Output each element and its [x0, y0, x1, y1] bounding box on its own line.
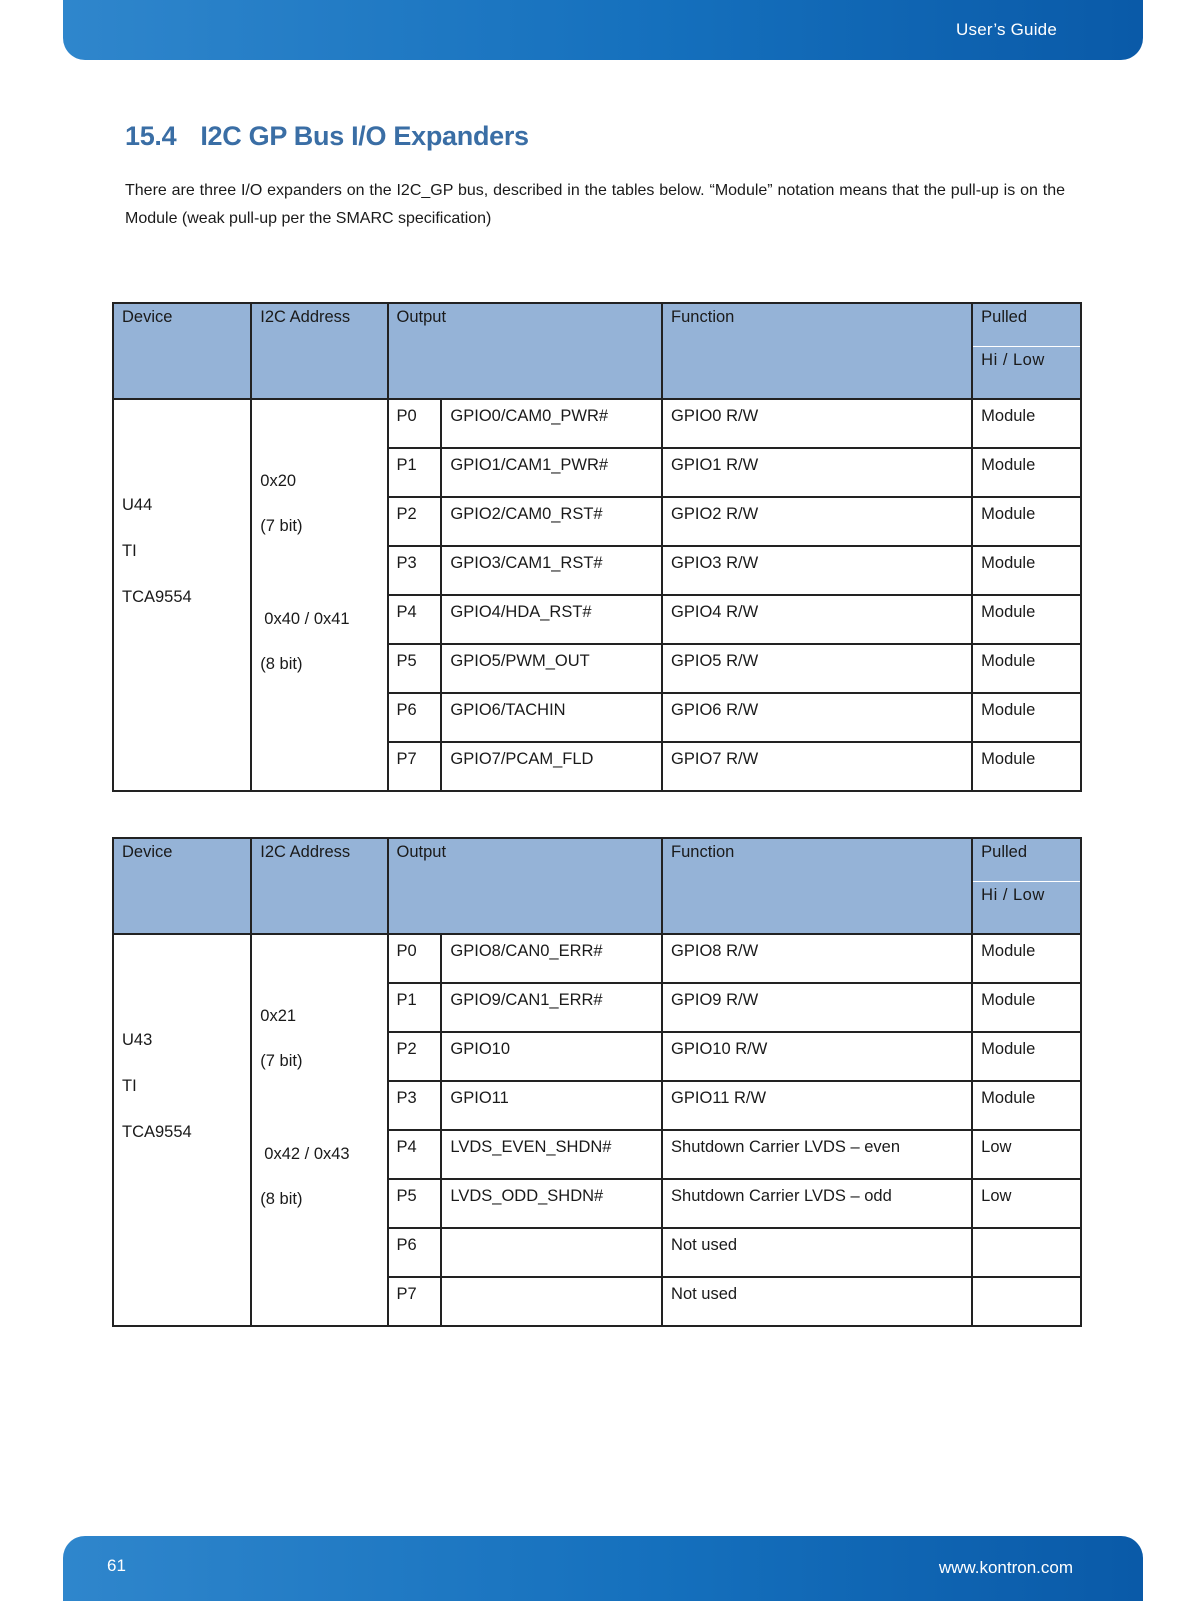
function-cell: Not used — [662, 1228, 972, 1277]
col-header-output: Output — [388, 838, 663, 934]
address-cell — [251, 399, 387, 791]
device-line: TCA9554 — [122, 588, 192, 606]
signal-cell: LVDS_ODD_SHDN# — [441, 1179, 662, 1228]
signal-cell: GPIO9/CAN1_ERR# — [441, 983, 662, 1032]
signal-cell: GPIO8/CAN0_ERR# — [441, 934, 662, 983]
pin-cell: P6 — [388, 1228, 442, 1277]
pulled-cell: Module — [972, 595, 1081, 644]
pulled-cell: Module — [972, 742, 1081, 791]
pin-cell: P6 — [388, 693, 442, 742]
pulled-cell — [972, 1277, 1081, 1326]
pin-cell: P3 — [388, 1081, 442, 1130]
address-seven-bit-label: (7 bit) — [260, 1052, 303, 1070]
pulled-cell: Module — [972, 644, 1081, 693]
pin-cell: P7 — [388, 1277, 442, 1326]
function-cell: GPIO11 R/W — [662, 1081, 972, 1130]
header-row — [113, 303, 1081, 399]
address-seven-bit: 0x21 — [260, 1007, 297, 1025]
address-eight-bit: 0x42 / 0x43 — [264, 1145, 350, 1163]
header-banner — [63, 0, 1143, 60]
pulled-cell: Module — [972, 983, 1081, 1032]
col-header-address: I2C Address — [251, 303, 387, 399]
address-eight-bit: 0x40 / 0x41 — [264, 610, 350, 628]
function-cell: GPIO0 R/W — [662, 399, 972, 448]
pin-cell: P3 — [388, 546, 442, 595]
function-cell: GPIO7 R/W — [662, 742, 972, 791]
function-cell: GPIO6 R/W — [662, 693, 972, 742]
signal-cell: GPIO7/PCAM_FLD — [441, 742, 662, 791]
footer-banner — [63, 1536, 1143, 1601]
pulled-cell: Module — [972, 497, 1081, 546]
pulled-cell: Module — [972, 1081, 1081, 1130]
col-header-function: Function — [662, 838, 972, 934]
signal-cell: GPIO1/CAM1_PWR# — [441, 448, 662, 497]
col-header-device: Device — [113, 303, 251, 399]
signal-cell: GPIO5/PWM_OUT — [441, 644, 662, 693]
signal-cell — [441, 1277, 662, 1326]
col-header-device: Device — [113, 838, 251, 934]
pulled-cell: Module — [972, 546, 1081, 595]
pulled-cell: Low — [972, 1130, 1081, 1179]
signal-cell: GPIO10 — [441, 1032, 662, 1081]
footer-url: www.kontron.com — [938, 1558, 1073, 1577]
pin-cell: P5 — [388, 1179, 442, 1228]
function-cell: Not used — [662, 1277, 972, 1326]
pulled-cell: Module — [972, 399, 1081, 448]
section-title — [125, 121, 529, 152]
function-cell: GPIO3 R/W — [662, 546, 972, 595]
signal-cell: GPIO0/CAM0_PWR# — [441, 399, 662, 448]
pulled-cell — [972, 1228, 1081, 1277]
pin-cell: P0 — [388, 934, 442, 983]
header-row — [113, 838, 1081, 934]
signal-cell — [441, 1228, 662, 1277]
device-cell — [113, 399, 251, 791]
function-cell: GPIO10 R/W — [662, 1032, 972, 1081]
section-heading: I2C GP Bus I/O Expanders — [200, 121, 529, 151]
pin-cell: P1 — [388, 983, 442, 1032]
address-eight-bit-label: (8 bit) — [260, 1190, 303, 1208]
device-cell — [113, 934, 251, 1326]
pulled-cell: Module — [972, 1032, 1081, 1081]
device-line: TCA9554 — [122, 1123, 192, 1141]
device-line: U43 — [122, 1031, 153, 1049]
pulled-cell: Module — [972, 934, 1081, 983]
pin-cell: P2 — [388, 497, 442, 546]
address-seven-bit: 0x20 — [260, 472, 297, 490]
pin-cell: P4 — [388, 1130, 442, 1179]
pin-cell: P7 — [388, 742, 442, 791]
address-seven-bit-label: (7 bit) — [260, 517, 303, 535]
col-header-function: Function — [662, 303, 972, 399]
address-cell — [251, 934, 387, 1326]
pulled-cell: Low — [972, 1179, 1081, 1228]
col-header-pulled-label: Pulled — [981, 308, 1028, 326]
pin-cell: P2 — [388, 1032, 442, 1081]
function-cell: GPIO8 R/W — [662, 934, 972, 983]
page-number: 61 — [107, 1556, 126, 1575]
pin-cell: P5 — [388, 644, 442, 693]
function-cell: GPIO9 R/W — [662, 983, 972, 1032]
intro-paragraph: There are three I/O expanders on the I2C_GP bus, described in the tables below. “Module” notation means that the pull-up is on the Module (weak pull-up per the SMARC specification) — [125, 182, 1065, 227]
device-line: TI — [122, 1077, 137, 1095]
function-cell: GPIO2 R/W — [662, 497, 972, 546]
signal-cell: GPIO4/HDA_RST# — [441, 595, 662, 644]
table-row — [113, 399, 1081, 448]
function-cell: GPIO1 R/W — [662, 448, 972, 497]
header-label: User’s Guide — [956, 20, 1057, 39]
signal-cell: GPIO2/CAM0_RST# — [441, 497, 662, 546]
expander-table-2 — [112, 837, 1082, 1327]
function-cell: Shutdown Carrier LVDS – odd — [662, 1179, 972, 1228]
function-cell: Shutdown Carrier LVDS – even — [662, 1130, 972, 1179]
col-header-pulled-sub: Hi / Low — [973, 881, 1080, 929]
function-cell: GPIO4 R/W — [662, 595, 972, 644]
pulled-cell: Module — [972, 448, 1081, 497]
col-header-pulled-sub: Hi / Low — [973, 346, 1080, 394]
col-header-output: Output — [388, 303, 663, 399]
function-cell: GPIO5 R/W — [662, 644, 972, 693]
pin-cell: P1 — [388, 448, 442, 497]
signal-cell: LVDS_EVEN_SHDN# — [441, 1130, 662, 1179]
col-header-address: I2C Address — [251, 838, 387, 934]
expander-table-1 — [112, 302, 1082, 792]
pulled-cell: Module — [972, 693, 1081, 742]
section-number: 15.4 — [125, 121, 177, 151]
col-header-pulled — [972, 303, 1081, 399]
address-eight-bit-label: (8 bit) — [260, 655, 303, 673]
pin-cell: P4 — [388, 595, 442, 644]
col-header-pulled-label: Pulled — [981, 843, 1028, 861]
col-header-pulled — [972, 838, 1081, 934]
table-row — [113, 934, 1081, 983]
signal-cell: GPIO6/TACHIN — [441, 693, 662, 742]
device-line: TI — [122, 542, 137, 560]
signal-cell: GPIO11 — [441, 1081, 662, 1130]
device-line: U44 — [122, 496, 153, 514]
signal-cell: GPIO3/CAM1_RST# — [441, 546, 662, 595]
pin-cell: P0 — [388, 399, 442, 448]
